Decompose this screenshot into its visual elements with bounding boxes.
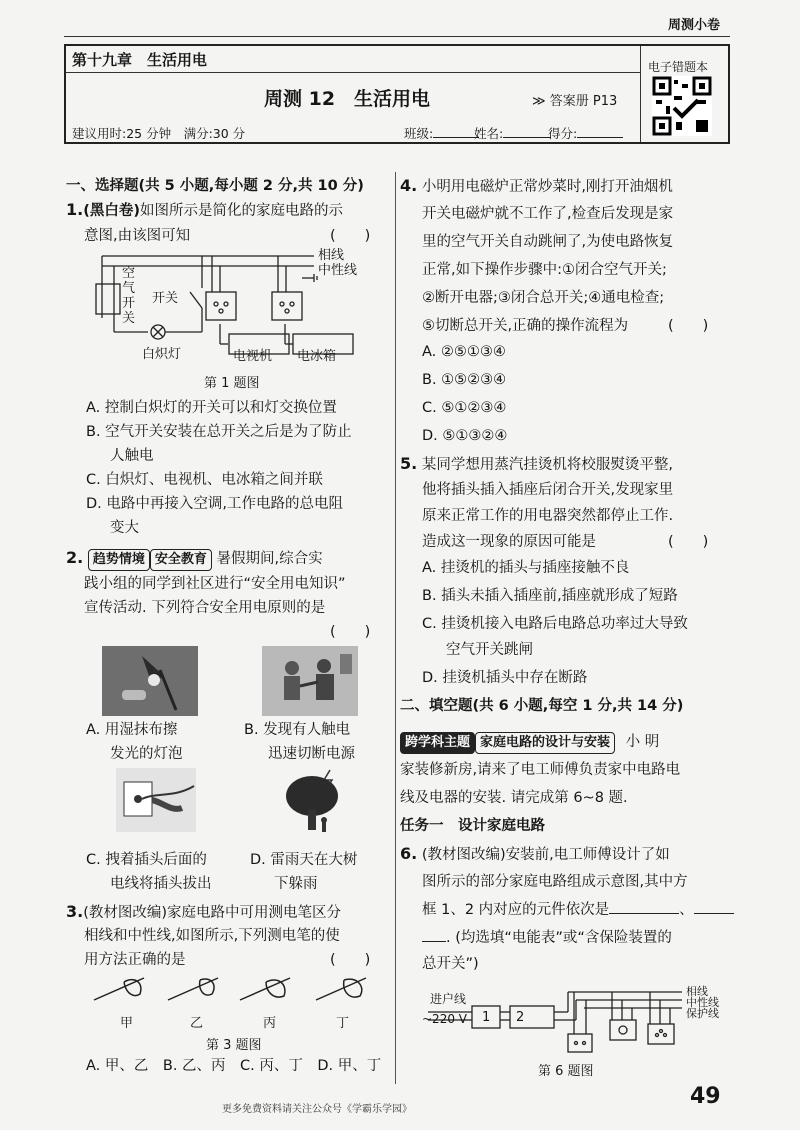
q5-answer-paren[interactable]: ( ): [668, 534, 709, 550]
q1-option-d-cont: 变大: [110, 520, 139, 536]
running-header: 周测小卷: [668, 18, 721, 33]
q6-number: 6.: [400, 844, 418, 863]
question-2: [66, 544, 390, 573]
q1-option-d[interactable]: D. 电路中再接入空调,工作电路的总电阻: [86, 496, 343, 512]
section-heading-choice: 一、选择题(共 5 小题,每小题 2 分,共 10 分): [66, 178, 364, 194]
q6-box-2-label: 2: [516, 1010, 525, 1025]
q4-text-line5: ②断开电器;③闭合总开关;④通电检查;: [422, 290, 665, 306]
score-field: [548, 124, 623, 142]
q1-figure-caption: 第 1 题图: [204, 376, 260, 391]
q5-option-d[interactable]: D. 挂烫机插头中存在断路: [422, 670, 588, 686]
q1-live-wire-label: 相线: [318, 248, 345, 263]
q3-text-line2: 相线和中性线,如图所示,下列测电笔的使: [84, 928, 340, 944]
q2-option-a[interactable]: A. 用湿抹布擦: [86, 722, 178, 738]
q2-image-b-rescue: [262, 646, 358, 716]
q1-neutral-wire-label: 中性线: [318, 263, 358, 278]
question-5: [400, 450, 673, 479]
name-blank: [503, 137, 551, 138]
qr-label: 电子错题本: [648, 60, 709, 74]
time-score: 建议用时:25 分钟 满分:30 分: [72, 126, 246, 141]
q2-option-a-cont: 发光的灯泡: [110, 746, 183, 762]
q6-text-line2: 图所示的部分家庭电路组成示意图,其中方: [422, 874, 688, 890]
q4-text-line6: ⑤切断总开关,正确的操作流程为: [422, 318, 629, 334]
q2-image-a-lamp: [102, 646, 198, 716]
q4-answer-paren[interactable]: ( ): [668, 318, 709, 334]
q6-text-line4: [422, 924, 672, 952]
q4-text-line2: 开关电磁炉就不工作了,检查后发现是家: [422, 206, 674, 222]
q1-option-b-cont: 人触电: [110, 448, 154, 464]
q1-switch-label: 开关: [152, 291, 179, 306]
q6-live-label: 相线: [686, 985, 708, 998]
q3-label-jia: 甲: [120, 1016, 134, 1031]
q3-label-ding: 丁: [336, 1016, 350, 1031]
theme-header: [400, 728, 730, 756]
answer-ref: ≫ 答案册 P13: [532, 94, 618, 109]
q6-blank-1[interactable]: [609, 913, 679, 914]
q6-box-1-label: 1: [482, 1010, 491, 1025]
theme-text-line2: 家装修新房,请来了电工师傅负责家中电路电: [400, 762, 681, 778]
q4-text: 小明用电磁炉正常炒菜时,刚打开油烟机: [421, 179, 673, 195]
q3-text-line3: 用方法正确的是: [84, 952, 186, 968]
q2-option-c[interactable]: C. 拽着插头后面的: [86, 852, 207, 868]
q4-number: 4.: [400, 176, 418, 195]
class-blank: [433, 137, 479, 138]
q1-option-b[interactable]: B. 空气开关安装在总开关之后是为了防止: [86, 424, 352, 440]
header-divider: [66, 72, 640, 73]
q2-tag-safety: 安全教育: [150, 549, 212, 571]
q3-answer-paren[interactable]: ( ): [330, 952, 371, 968]
q5-text-line2: 他将插头插入插座后闭合开关,发现家里: [422, 482, 674, 498]
q6-blank-2[interactable]: [694, 913, 734, 914]
theme-tag-cross: 跨学科主题: [400, 732, 475, 754]
q6-text-line5: 总开关”): [422, 956, 479, 972]
q5-text: 某同学想用蒸汽挂烫机将校服熨烫平整,: [421, 457, 673, 473]
q2-number: 2.: [66, 548, 84, 567]
page-title: 周测 12 生活用电: [264, 88, 431, 110]
q1-number: 1.: [66, 200, 84, 219]
q2-image-c-plug: [116, 768, 196, 832]
section-heading-fill: 二、填空题(共 6 小题,每空 1 分,共 14 分): [400, 698, 684, 714]
question-6: [400, 840, 670, 869]
question-4: [400, 172, 673, 201]
q3-number: 3.: [66, 902, 84, 921]
chapter-label: 第十九章 生活用电: [72, 51, 208, 69]
q3-options[interactable]: A. 甲、乙 B. 乙、丙 C. 丙、丁 D. 甲、丁: [86, 1058, 382, 1074]
q2-image-d-tree: [280, 766, 350, 834]
q5-option-b[interactable]: B. 插头未插入插座前,插座就形成了短路: [422, 588, 678, 604]
class-label: 班级:: [404, 126, 434, 141]
q2-text-line2: 践小组的同学到社区进行“安全用电知识”: [84, 576, 346, 592]
theme-text-line3: 线及电器的安装. 请完成第 6~8 题.: [400, 790, 628, 806]
q5-text-line3: 原来正常工作的用电器突然都停止工作.: [422, 508, 674, 524]
score-blank: [577, 137, 623, 138]
q5-option-a[interactable]: A. 挂烫机的插头与插座接触不良: [422, 560, 630, 576]
q6-text-line3: [422, 896, 734, 924]
q1-breaker-label: 空气开关: [122, 266, 136, 326]
q4-option-c[interactable]: C. ⑤①②③④: [422, 400, 507, 416]
q1-text-line2: 意图,由该图可知: [84, 228, 191, 244]
q4-text-line3: 里的空气开关自动跳闸了,为使电路恢复: [422, 234, 674, 250]
column-divider: [395, 172, 396, 1084]
q5-number: 5.: [400, 454, 418, 473]
q1-option-c[interactable]: C. 白炽灯、电视机、电冰箱之间并联: [86, 472, 323, 488]
theme-text: 小 明: [625, 734, 660, 750]
q2-tag-trend: 趋势情境: [88, 549, 150, 571]
footer-note: 更多免费资料请关注公众号《学霸乐学园》: [222, 1104, 412, 1115]
name-field: [474, 124, 551, 142]
q2-text: 暑假期间,综合实: [216, 551, 323, 567]
class-field: [404, 124, 479, 142]
q2-option-d-cont: 下躲雨: [274, 876, 318, 892]
q6-blank-2-cont[interactable]: [422, 941, 446, 942]
q1-fridge-label: 电冰箱: [297, 349, 337, 364]
q5-text-line4: 造成这一现象的原因可能是: [422, 534, 596, 550]
score-label: 得分:: [548, 126, 578, 141]
q1-lamp-label: 白炽灯: [142, 347, 182, 362]
q6-separator: 、: [679, 902, 694, 918]
q6-entry-label: 进户线: [430, 992, 467, 1006]
q2-text-line3: 宣传活动. 下列符合安全用电原则的是: [84, 600, 326, 616]
q6-text-line3-text: 框 1、2 内对应的元件依次是: [422, 902, 610, 918]
q4-option-b[interactable]: B. ①⑤②③④: [422, 372, 507, 388]
q2-option-d[interactable]: D. 雷雨天在大树: [250, 852, 358, 868]
q1-answer-paren[interactable]: ( ): [330, 228, 371, 244]
q3-label-bing: 丙: [263, 1016, 277, 1031]
q2-option-b-cont: 迅速切断电源: [268, 746, 355, 762]
q6-text-line4-text: . (均选填“电能表”或“含保险装置的: [446, 930, 672, 946]
q6-text: (教材图改编)安装前,电工师傅设计了如: [421, 847, 670, 863]
q5-option-c-cont: 空气开关跳闸: [446, 642, 533, 658]
q6-voltage-label: ~220 V: [422, 1012, 467, 1026]
question-1: [66, 196, 390, 225]
q2-option-c-cont: 电线将插头拔出: [110, 876, 212, 892]
name-label: 姓名:: [474, 126, 504, 141]
q6-ground-label: 保护线: [686, 1007, 719, 1020]
q5-option-c[interactable]: C. 挂烫机接入电路后电路总功率过大导致: [422, 616, 688, 632]
q6-neutral-label: 中性线: [686, 996, 719, 1009]
qr-code-icon[interactable]: [652, 76, 712, 136]
page-number: 49: [690, 1084, 721, 1109]
q4-option-d[interactable]: D. ⑤①③②④: [422, 428, 508, 444]
q2-answer-paren[interactable]: ( ): [330, 624, 371, 640]
q3-figure-caption: 第 3 题图: [206, 1038, 262, 1053]
q1-option-a[interactable]: A. 控制白炽灯的开关可以和灯交换位置: [86, 400, 337, 416]
task-one-heading: 任务一 设计家庭电路: [400, 818, 545, 834]
q4-option-a[interactable]: A. ②⑤①③④: [422, 344, 506, 360]
q3-pen-figures: [90, 972, 386, 1008]
q1-tv-label: 电视机: [233, 349, 273, 364]
theme-tag-topic: 家庭电路的设计与安装: [475, 732, 615, 754]
q1-tag: (黑白卷): [83, 203, 140, 219]
header-rule: [64, 36, 730, 37]
q3-text: (教材图改编)家庭电路中可用测电笔区分: [83, 905, 342, 921]
q2-option-b[interactable]: B. 发现有人触电: [244, 722, 351, 738]
q4-text-line4: 正常,如下操作步骤中:①闭合空气开关;: [422, 262, 667, 278]
q6-figure-caption: 第 6 题图: [538, 1064, 594, 1079]
q1-text: 如图所示是简化的家庭电路的示: [139, 203, 343, 219]
q3-label-yi: 乙: [190, 1016, 204, 1031]
